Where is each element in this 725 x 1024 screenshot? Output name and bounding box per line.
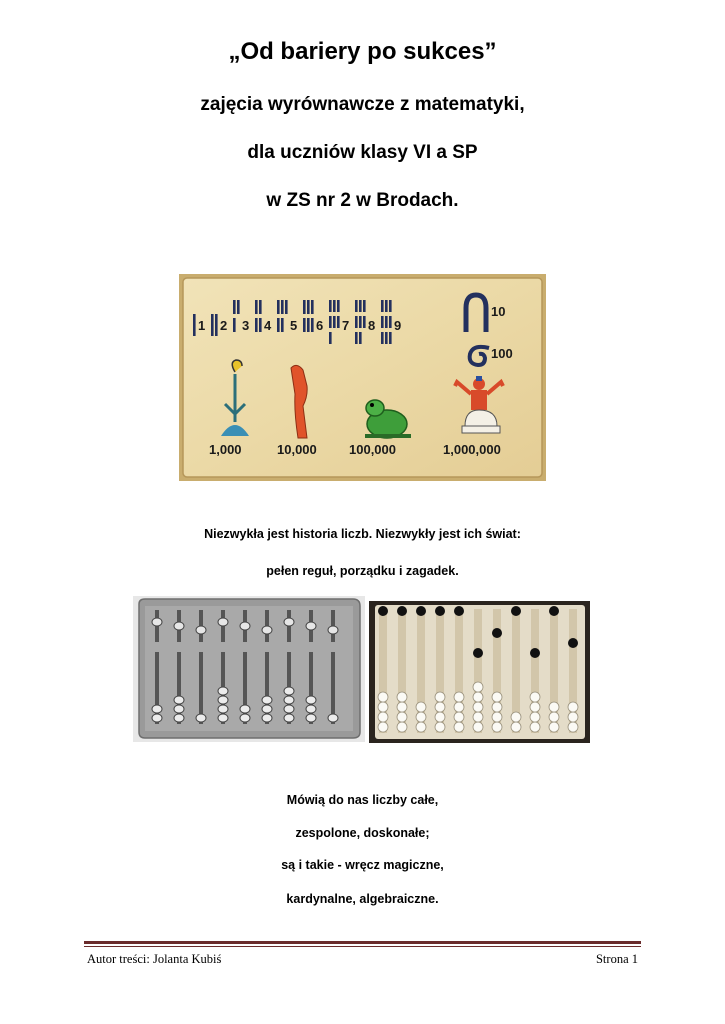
digit-label-4: 4 — [264, 318, 272, 333]
numeral-label-10000: 10,000 — [277, 442, 317, 457]
subtitle-line-3: w ZS nr 2 w Brodach. — [266, 190, 459, 211]
numeral-label-100000: 100,000 — [349, 442, 396, 457]
digit-label-8: 8 — [368, 318, 376, 333]
roman-abacus-image — [133, 596, 365, 742]
poem-line-3: są i takie - wręcz magiczne, — [281, 858, 444, 872]
egyptian-numerals-image — [179, 274, 546, 481]
digit-label-3: 3 — [242, 318, 250, 333]
numeral-label-10: 10 — [491, 304, 506, 319]
digit-label-5: 5 — [290, 318, 298, 333]
subtitle-line-2: dla uczniów klasy VI a SP — [247, 142, 478, 163]
bead-counting-board-image — [369, 601, 590, 743]
poem-line-4: kardynalne, algebraiczne. — [286, 892, 439, 906]
digit-label-2: 2 — [220, 318, 228, 333]
page-title: „Od bariery po sukces” — [228, 38, 497, 65]
caption-line-1: Niezwykła jest historia liczb. Niezwykły jest ich świat: — [204, 527, 521, 541]
poem-line-1: Mówią do nas liczby całe, — [286, 793, 439, 807]
footer-author: Autor treści: Jolanta Kubiś — [87, 952, 222, 966]
numeral-label-1000: 1,000 — [209, 442, 242, 457]
digit-label-7: 7 — [342, 318, 350, 333]
numeral-label-100: 100 — [491, 346, 513, 361]
digit-label-9: 9 — [394, 318, 402, 333]
tally-glyph-1 — [193, 314, 196, 336]
subtitle-line-1: zajęcia wyrównawcze z matematyki, — [200, 94, 525, 115]
caption-line-2: pełen reguł, porządku i zagadek. — [266, 564, 459, 578]
footer-rule-thin — [84, 946, 641, 947]
digit-label-1: 1 — [198, 318, 206, 333]
footer-page-number: Strona 1 — [595, 952, 638, 966]
footer-rule — [84, 941, 641, 944]
poem-line-2: zespolone, doskonałe; — [295, 826, 430, 840]
digit-label-6: 6 — [316, 318, 324, 333]
tally-glyph-9 — [381, 300, 392, 344]
numeral-label-1000000: 1,000,000 — [443, 442, 501, 457]
